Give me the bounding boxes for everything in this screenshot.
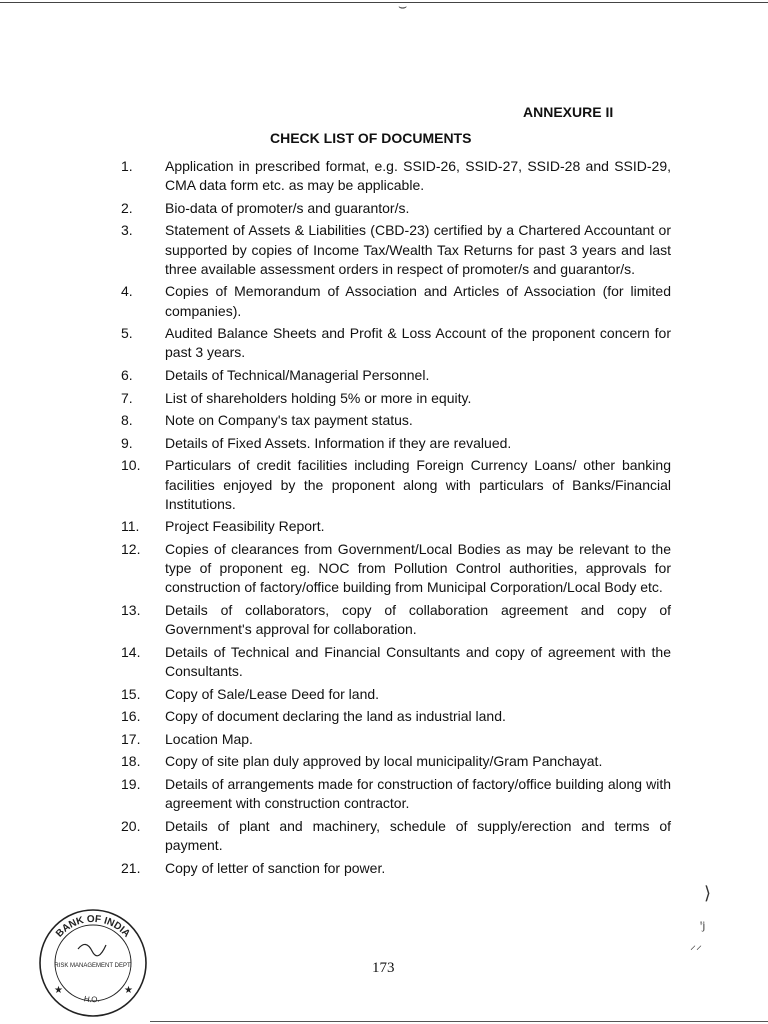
list-item [121,411,671,430]
item-number: 5. [121,325,133,342]
seal-star-icon: ★ [54,985,63,996]
list-item [121,685,671,704]
top-border-line [0,2,768,3]
item-text: Details of arrangements made for construction of factory/office building along with agreement with construction contractor. [165,775,671,812]
item-number: 3. [121,222,133,239]
item-text: Project Feasibility Report. [165,518,325,535]
list-item [121,456,671,514]
seal-dept-text: RISK MANAGEMENT DEPT. [54,963,132,969]
list-item [121,707,671,726]
annexure-label: ANNEXURE II [523,104,614,120]
item-text: Details of collaborators, copy of collaboration agreement and copy of Government's approval for collaboration. [165,601,671,638]
item-text: Location Map. [165,730,253,747]
item-number: 14. [121,643,141,660]
list-item [121,517,671,536]
item-text: Audited Balance Sheets and Profit & Loss Account of the proponent concern for past 3 years. [165,325,671,361]
item-text: Copy of document declaring the land as industrial land. [165,708,506,725]
list-item [121,366,671,385]
item-number: 1. [121,158,133,174]
list-item [121,817,671,855]
item-text: Note on Company's tax payment status. [165,412,413,429]
item-text: Details of Technical/Managerial Personnel. [165,366,430,383]
item-number: 12. [121,540,141,557]
seal-star-icon: ★ [124,985,133,996]
seal-bottom-text: H.O. [83,994,101,1005]
item-text: Copies of clearances from Government/Local Bodies as may be relevant to the type of proponent eg. NOC from Pollution Control authorities, approvals for construction of factory/office building from Municipal Corporation/Local Body etc. [165,540,671,596]
page-number: 173 [372,960,395,976]
list-item [121,859,671,878]
seal-text-top: BANK OF INDIA [54,913,133,940]
seal-signature-icon [78,944,106,955]
item-number: 9. [121,434,133,451]
item-number: 19. [121,775,141,792]
handwritten-mark: ꞌj [700,918,706,932]
item-text: Details of Technical and Financial Consultants and copy of agreement with the Consultants. [165,643,671,679]
list-item [121,434,671,453]
list-item [121,540,671,598]
bank-seal-stamp [34,905,152,1020]
item-text: Details of plant and machinery, schedule of supply/erection and terms of payment. [165,817,671,853]
document-checklist [121,157,671,881]
item-number: 20. [121,817,141,834]
item-text: Application in prescribed format, e.g. SSID-26, SSID-27, SSID-28 and SSID-29, CMA data form etc. as may be applicable. [165,158,671,194]
list-item [121,601,671,639]
item-text: Copies of Memorandum of Association and Articles of Association (for limited companies). [165,283,671,319]
item-text: List of shareholders holding 5% or more in equity. [165,389,472,406]
item-text: Details of Fixed Assets. Information if they are revalued. [165,434,512,451]
item-number: 4. [121,283,133,300]
handwritten-mark-top: ⌣ [398,0,408,15]
list-item [121,730,671,749]
handwritten-mark: ⸝⸝ [690,938,703,952]
list-item [121,157,671,195]
item-text: Copy of letter of sanction for power. [165,859,386,876]
list-item [121,282,671,320]
list-item [121,643,671,681]
item-number: 10. [121,457,141,474]
item-number: 17. [121,730,141,747]
list-item [121,199,671,218]
bottom-border-line [150,1021,768,1022]
page-title: CHECK LIST OF DOCUMENTS [270,130,472,146]
item-text: Bio-data of promoter/s and guarantor/s. [165,199,410,216]
item-number: 2. [121,199,133,216]
handwritten-mark: ⟩ [704,883,712,903]
item-text: Particulars of credit facilities including Foreign Currency Loans/ other banking facilities enjoyed by the proponent along with particulars of Banks/Financial Institutions. [165,457,671,512]
item-number: 18. [121,753,141,770]
item-number: 15. [121,685,141,702]
list-item [121,752,671,771]
item-number: 21. [121,859,141,876]
list-item [121,775,671,813]
item-number: 8. [121,412,133,429]
item-number: 13. [121,601,141,618]
item-number: 6. [121,366,133,383]
item-text: Copy of Sale/Lease Deed for land. [165,685,380,702]
list-item [121,324,671,362]
item-number: 16. [121,708,141,725]
item-number: 11. [121,518,140,535]
item-text: Statement of Assets & Liabilities (CBD-23) certified by a Chartered Accountant or supported by copies of Income Tax/Wealth Tax Returns for past 3 years and last three available assessment orders in respect of promoter/s and guarantor/s. [165,222,671,277]
list-item [121,389,671,408]
list-item [121,221,671,279]
item-number: 7. [121,389,133,406]
item-text: Copy of site plan duly approved by local municipality/Gram Panchayat. [165,753,603,770]
